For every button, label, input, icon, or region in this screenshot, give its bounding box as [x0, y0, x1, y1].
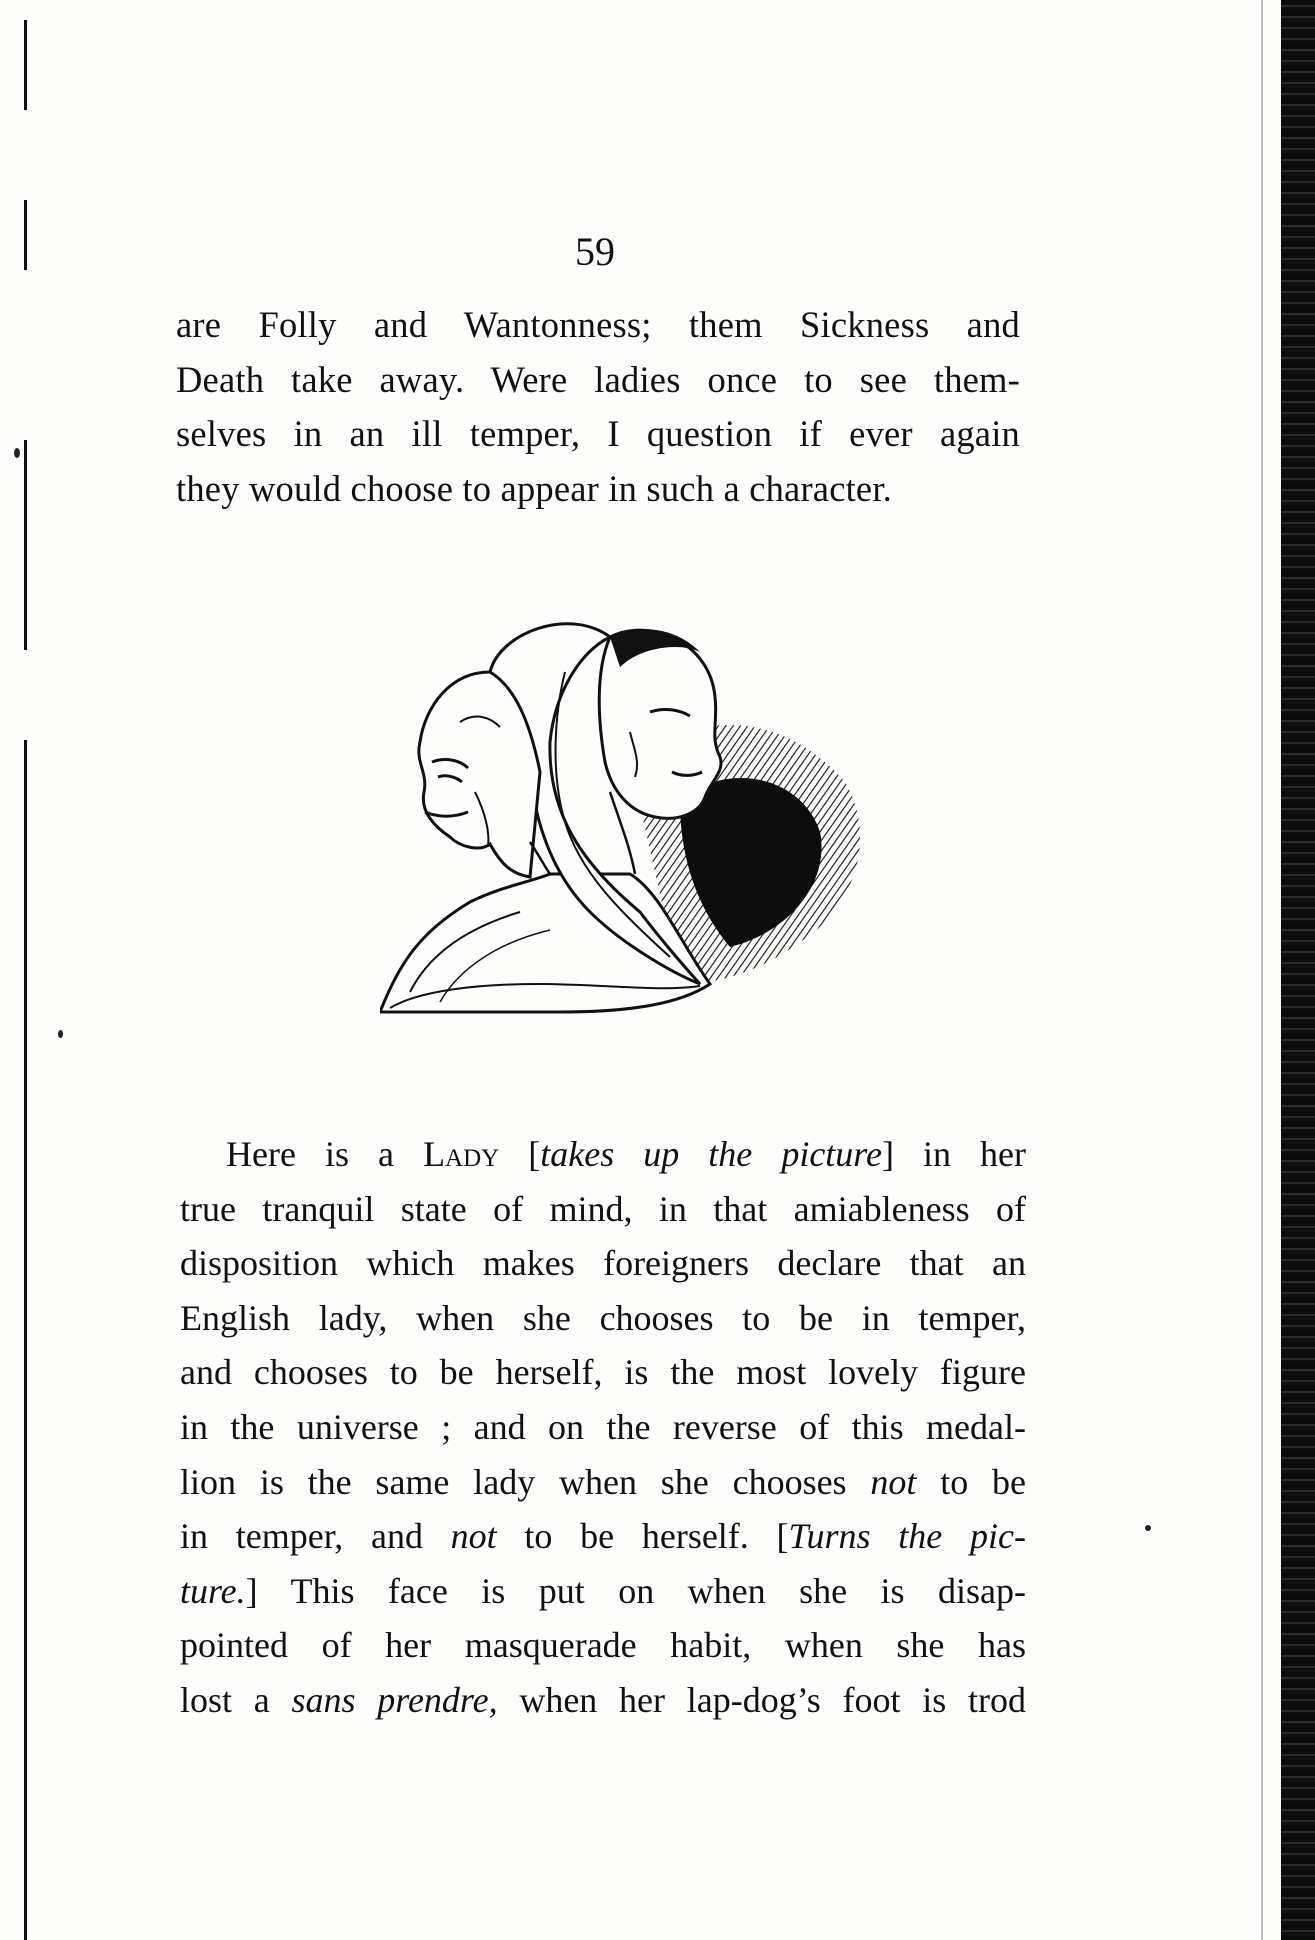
text-line: selves in an ill temper, I question if ever again [176, 413, 1020, 454]
text-line [180, 1127, 1026, 1182]
text-line: disposition which makes foreigners declare that an [180, 1243, 1026, 1284]
text-line: pointed of her masquerade habit, when she has [180, 1625, 1026, 1666]
text-line [180, 1509, 1026, 1564]
italic-text: takes up the picture [540, 1134, 882, 1174]
gutter-mark [24, 740, 27, 1940]
text-line: Death take away. Were ladies once to see them- [176, 358, 1020, 400]
italic-text: ture. [180, 1570, 246, 1611]
ink-speck [58, 1030, 63, 1038]
gutter-mark [24, 440, 27, 650]
italic-text: Turns the pic- [788, 1516, 1026, 1557]
text-line: and chooses to be herself, is the most lovely figure [180, 1352, 1026, 1393]
text-line [180, 1455, 1026, 1510]
two-faced-bust-engraving-icon [380, 612, 860, 1032]
text-line [180, 1673, 1026, 1728]
top-paragraph [176, 298, 1020, 516]
text-span: ] This face is put on when she is disap- [245, 1570, 1026, 1611]
text-span: Here is a [226, 1134, 424, 1174]
text-line: English lady, when she chooses to be in temper, [180, 1297, 1026, 1338]
ink-speck [1145, 1525, 1151, 1531]
text-span: when her lap-dog’s foot is trod [497, 1679, 1026, 1720]
italic-text: not [450, 1516, 497, 1557]
text-span: lost a [180, 1679, 292, 1720]
italic-text: sans prendre, [291, 1679, 498, 1720]
text-span: to be herself. [ [496, 1516, 789, 1557]
text-line: in the universe ; and on the reverse of this medal- [180, 1406, 1026, 1447]
text-line: they would choose to appear in such a character. [176, 467, 893, 509]
text-span: in temper, and [180, 1516, 451, 1557]
italic-text: not [870, 1461, 917, 1502]
small-caps-text: Lady [423, 1134, 500, 1174]
text-line [180, 1564, 1026, 1619]
text-span: lion is the same lady when she chooses [180, 1461, 871, 1502]
text-line: are Folly and Wantonness; them Sickness and [176, 304, 1020, 345]
bottom-paragraph [180, 1127, 1026, 1728]
text-line: true tranquil state of mind, in that amiableness of [180, 1188, 1026, 1229]
text-span: to be [916, 1461, 1026, 1502]
gutter-mark [24, 20, 27, 110]
text-span: [ [499, 1134, 541, 1174]
page-edge-line [1261, 0, 1263, 1940]
page-edge-shadow [1281, 0, 1315, 1940]
page-number: 59 [575, 229, 615, 274]
ink-speck [14, 448, 20, 458]
text-span: ] in her [881, 1134, 1026, 1174]
